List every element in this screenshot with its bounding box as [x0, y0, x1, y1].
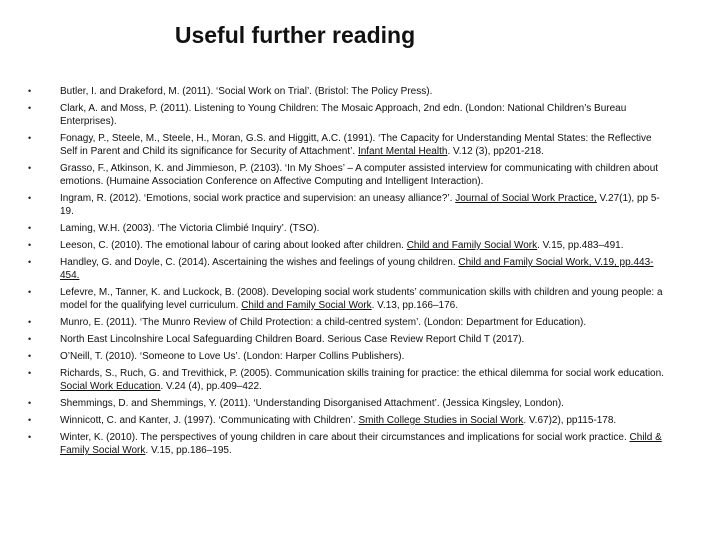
reference-main: Munro, E. (2011). ‘The Munro Review of Child Protection: a child-centred system’. (London: Department for Education). [60, 317, 587, 328]
reference-main: Fonagy, P., Steele, M., Steele, H., Moran, G.S. and Higgitt, A.C. (1991). ‘The Capacity for Understanding Mental States: the Reflective Self in Parent and Child its significance for Security of Attachment’. [60, 133, 652, 157]
reference-main: Shemmings, D. and Shemmings, Y. (2011). ‘Understanding Disorganised Attachment’. (Jessica Kingsley, London). [60, 398, 564, 409]
journal-title: Child and Family Social Work [241, 300, 372, 311]
reference-main: Clark, A. and Moss, P. (2011). Listening to Young Children: The Mosaic Approach, 2nd edn. (London: National Children’s Bureau Enterprises). [60, 103, 627, 127]
bullet-icon: • [28, 368, 32, 378]
bullet-icon: • [28, 257, 32, 267]
reference-text [60, 162, 688, 188]
bullet-icon: • [28, 223, 32, 233]
reference-text [60, 431, 688, 457]
reference-details: . V.24 (4), pp.409–422. [160, 381, 262, 392]
bullet-icon: • [28, 287, 32, 297]
list-item [28, 350, 688, 363]
bullet-icon: • [28, 415, 32, 425]
reference-text [60, 256, 688, 282]
reference-main: Lefevre, M., Tanner, K. and Luckock, B. (2008). Developing social work students’ communication skills with children and young people: a model for the qualifying level curriculum. [60, 287, 663, 311]
list-item [28, 239, 688, 252]
reference-main: Grasso, F., Atkinson, K. and Jimmieson, P. (2103). ‘In My Shoes’ – A computer assisted interview for communicating with children about emotions. (Humaine Association Conference on Affective Computing and Intelligent Interaction). [60, 163, 659, 187]
reference-text [60, 192, 688, 218]
list-item [28, 222, 688, 235]
reference-text [60, 286, 688, 312]
reference-text [60, 367, 688, 393]
reference-text [60, 239, 688, 252]
page-title: Useful further reading [174, 22, 416, 48]
bullet-icon: • [28, 240, 32, 250]
reference-main: Handley, G. and Doyle, C. (2014). Ascertaining the wishes and feelings of young children. [60, 257, 459, 268]
journal-title: Child & Family Social Work [60, 432, 662, 456]
reference-main: Winter, K. (2010). The perspectives of young children in care about their circumstances and implications for social work practice. [60, 432, 630, 443]
list-item [28, 316, 688, 329]
bullet-icon: • [28, 86, 32, 96]
reference-text [60, 222, 688, 235]
journal-title: Smith College Studies in Social Work [358, 415, 524, 426]
list-item [28, 85, 688, 98]
reference-main: Richards, S., Ruch, G. and Trevithick, P. (2005). Communication skills training for practice: the ethical dilemma for social work education. [60, 368, 664, 379]
list-item [28, 367, 688, 393]
bullet-icon: • [28, 103, 32, 113]
reference-main: Winnicott, C. and Kanter, J. (1997). ‘Communicating with Children’. [60, 415, 359, 426]
reference-details: . V.15, pp.186–195. [145, 445, 232, 456]
reference-details: . V.67)2), pp115-178. [523, 415, 617, 426]
list-item [28, 192, 688, 218]
bullet-icon: • [28, 317, 32, 327]
reference-text [60, 132, 688, 158]
reference-details: . V.12 (3), pp201-218. [447, 146, 544, 157]
journal-title: Child and Family Social Work [406, 240, 538, 251]
list-item [28, 414, 688, 427]
reference-list [28, 85, 688, 461]
journal-title: Child and Family Social Work, V.19, pp.443-454. [60, 257, 654, 281]
journal-title: Journal of Social Work Practice, [455, 193, 597, 204]
journal-title: Infant Mental Health [357, 146, 448, 157]
reference-text [60, 397, 688, 410]
list-item [28, 256, 688, 282]
reference-main: Laming, W.H. (2003). ‘The Victoria Climbié Inquiry’. (TSO). [60, 223, 320, 234]
list-item [28, 286, 688, 312]
bullet-icon: • [28, 351, 32, 361]
reference-main: Ingram, R. (2012). ‘Emotions, social work practice and supervision: an uneasy alliance?’. [60, 193, 456, 204]
reference-main: Butler, I. and Drakeford, M. (2011). ‘Social Work on Trial’. (Bristol: The Policy Press). [60, 86, 433, 97]
reference-text [60, 85, 688, 98]
list-item [28, 102, 688, 128]
list-item [28, 132, 688, 158]
reference-text [60, 102, 688, 128]
reference-text [60, 316, 688, 329]
list-item [28, 397, 688, 410]
bullet-icon: • [28, 398, 32, 408]
bullet-icon: • [28, 432, 32, 442]
reference-main: Leeson, C. (2010). The emotional labour of caring about looked after children. [60, 240, 407, 251]
list-item [28, 333, 688, 346]
list-item [28, 162, 688, 188]
reference-main: O’Neill, T. (2010). ‘Someone to Love Us’. (London: Harper Collins Publishers). [60, 351, 405, 362]
reference-details: V.27(1), pp 5-19. [60, 193, 660, 217]
reference-details: . V.13, pp.166–176. [371, 300, 459, 311]
reference-text [60, 350, 688, 363]
bullet-icon: • [28, 193, 32, 203]
bullet-icon: • [28, 133, 32, 143]
reference-text [60, 414, 688, 427]
reference-details: . V.15, pp.483–491. [537, 240, 624, 251]
reference-main: North East Lincolnshire Local Safeguarding Children Board. Serious Case Review Report Child T (2017). [60, 334, 525, 345]
reference-text [60, 333, 688, 346]
journal-title: Social Work Education [60, 381, 161, 392]
bullet-icon: • [28, 163, 32, 173]
list-item [28, 431, 688, 457]
bullet-icon: • [28, 334, 32, 344]
